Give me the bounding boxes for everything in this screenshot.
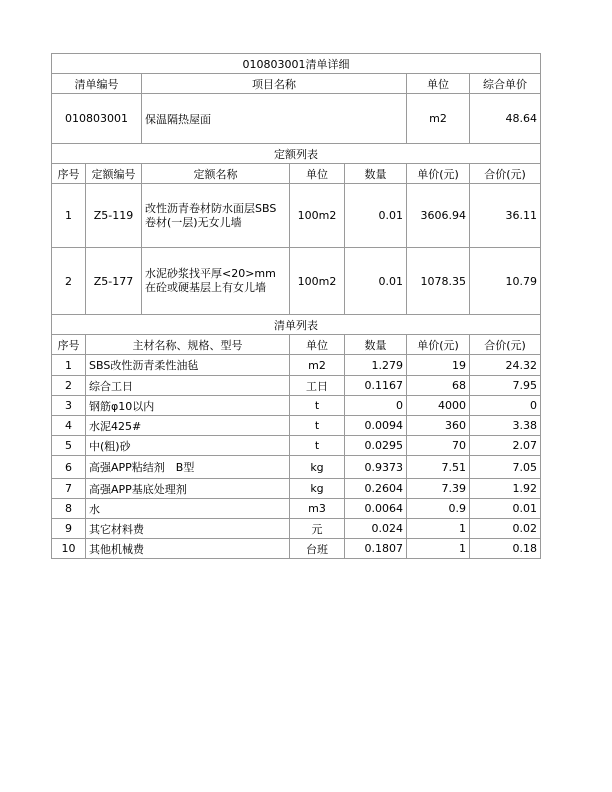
material-no: 4 [52, 416, 86, 436]
material-name: 钢筋φ10以内 [86, 396, 290, 416]
material-price: 19 [407, 355, 470, 376]
quota-name: 改性沥青卷材防水面层SBS卷材(一层)无女儿墙 [142, 184, 290, 248]
table-row [52, 499, 541, 519]
quota-qty: 0.01 [345, 184, 407, 248]
quota-qty: 0.01 [345, 248, 407, 315]
table-row [52, 396, 541, 416]
material-total: 24.32 [470, 355, 541, 376]
material-price: 7.51 [407, 456, 470, 479]
quota-total: 10.79 [470, 248, 541, 315]
material-qty: 0.0094 [345, 416, 407, 436]
bill-price: 48.64 [470, 94, 541, 144]
quota-name-header: 定额名称 [142, 164, 290, 184]
material-qty: 0.1807 [345, 539, 407, 559]
material-no: 5 [52, 436, 86, 456]
material-qty: 1.279 [345, 355, 407, 376]
material-no: 10 [52, 539, 86, 559]
table-row [52, 436, 541, 456]
quota-total-header: 合价(元) [470, 164, 541, 184]
table-row [52, 376, 541, 396]
material-qty: 0.2604 [345, 479, 407, 499]
material-unit: 工日 [290, 376, 345, 396]
material-no: 2 [52, 376, 86, 396]
material-total: 1.92 [470, 479, 541, 499]
quota-price: 1078.35 [407, 248, 470, 315]
bill-code-header: 清单编号 [52, 74, 142, 94]
quota-no: 2 [52, 248, 86, 315]
material-qty: 0.9373 [345, 456, 407, 479]
material-no: 7 [52, 479, 86, 499]
table-row [52, 184, 541, 248]
material-unit: kg [290, 456, 345, 479]
table-row [52, 519, 541, 539]
quota-name: 水泥砂浆找平厚<20>mm 在砼或硬基层上有女儿墙 [142, 248, 290, 315]
quota-section-title: 定额列表 [52, 144, 541, 164]
material-section-title: 清单列表 [52, 315, 541, 335]
table-row [52, 416, 541, 436]
material-qty: 0.0295 [345, 436, 407, 456]
material-total: 0 [470, 396, 541, 416]
material-unit: kg [290, 479, 345, 499]
material-qty: 0.1167 [345, 376, 407, 396]
bill-code: 010803001 [52, 94, 142, 144]
table-row [52, 539, 541, 559]
material-total-header: 合价(元) [470, 335, 541, 355]
material-price: 0.9 [407, 499, 470, 519]
table-title: 010803001清单详细 [52, 54, 541, 74]
material-unit: t [290, 436, 345, 456]
material-unit: t [290, 416, 345, 436]
quota-code: Z5-177 [86, 248, 142, 315]
quota-code: Z5-119 [86, 184, 142, 248]
bill-unit-header: 单位 [407, 74, 470, 94]
material-no: 9 [52, 519, 86, 539]
material-name: 高强APP基底处理剂 [86, 479, 290, 499]
material-qty: 0.0064 [345, 499, 407, 519]
material-price: 68 [407, 376, 470, 396]
material-name: 中(粗)砂 [86, 436, 290, 456]
table-row [52, 355, 541, 376]
bill-detail-table [51, 53, 541, 559]
material-name: 综合工日 [86, 376, 290, 396]
bill-name-header: 项目名称 [142, 74, 407, 94]
material-unit: 元 [290, 519, 345, 539]
material-price: 1 [407, 539, 470, 559]
material-total: 0.18 [470, 539, 541, 559]
material-total: 0.02 [470, 519, 541, 539]
table-row [52, 248, 541, 315]
material-name: 其它材料费 [86, 519, 290, 539]
material-price: 7.39 [407, 479, 470, 499]
material-no: 1 [52, 355, 86, 376]
quota-unit: 100m2 [290, 248, 345, 315]
quota-no: 1 [52, 184, 86, 248]
quota-unit-header: 单位 [290, 164, 345, 184]
material-total: 3.38 [470, 416, 541, 436]
quota-price: 3606.94 [407, 184, 470, 248]
material-no: 6 [52, 456, 86, 479]
material-total: 7.05 [470, 456, 541, 479]
material-price-header: 单价(元) [407, 335, 470, 355]
table-row [52, 456, 541, 479]
bill-unit: m2 [407, 94, 470, 144]
material-price: 360 [407, 416, 470, 436]
material-price: 1 [407, 519, 470, 539]
quota-unit: 100m2 [290, 184, 345, 248]
material-qty-header: 数量 [345, 335, 407, 355]
material-unit: 台班 [290, 539, 345, 559]
material-name: 其他机械费 [86, 539, 290, 559]
material-unit: t [290, 396, 345, 416]
table-row [52, 479, 541, 499]
material-no-header: 序号 [52, 335, 86, 355]
material-name: 水泥425# [86, 416, 290, 436]
material-no: 3 [52, 396, 86, 416]
quota-price-header: 单价(元) [407, 164, 470, 184]
material-total: 2.07 [470, 436, 541, 456]
material-qty: 0.024 [345, 519, 407, 539]
material-unit: m2 [290, 355, 345, 376]
quota-qty-header: 数量 [345, 164, 407, 184]
material-price: 4000 [407, 396, 470, 416]
material-unit: m3 [290, 499, 345, 519]
quota-no-header: 序号 [52, 164, 86, 184]
bill-name: 保温隔热屋面 [142, 94, 407, 144]
material-total: 7.95 [470, 376, 541, 396]
material-name-header: 主材名称、规格、型号 [86, 335, 290, 355]
material-qty: 0 [345, 396, 407, 416]
quota-code-header: 定额编号 [86, 164, 142, 184]
quota-total: 36.11 [470, 184, 541, 248]
material-unit-header: 单位 [290, 335, 345, 355]
material-name: 高强APP粘结剂 B型 [86, 456, 290, 479]
material-total: 0.01 [470, 499, 541, 519]
material-no: 8 [52, 499, 86, 519]
bill-price-header: 综合单价 [470, 74, 541, 94]
material-name: SBS改性沥青柔性油毡 [86, 355, 290, 376]
material-name: 水 [86, 499, 290, 519]
material-price: 70 [407, 436, 470, 456]
